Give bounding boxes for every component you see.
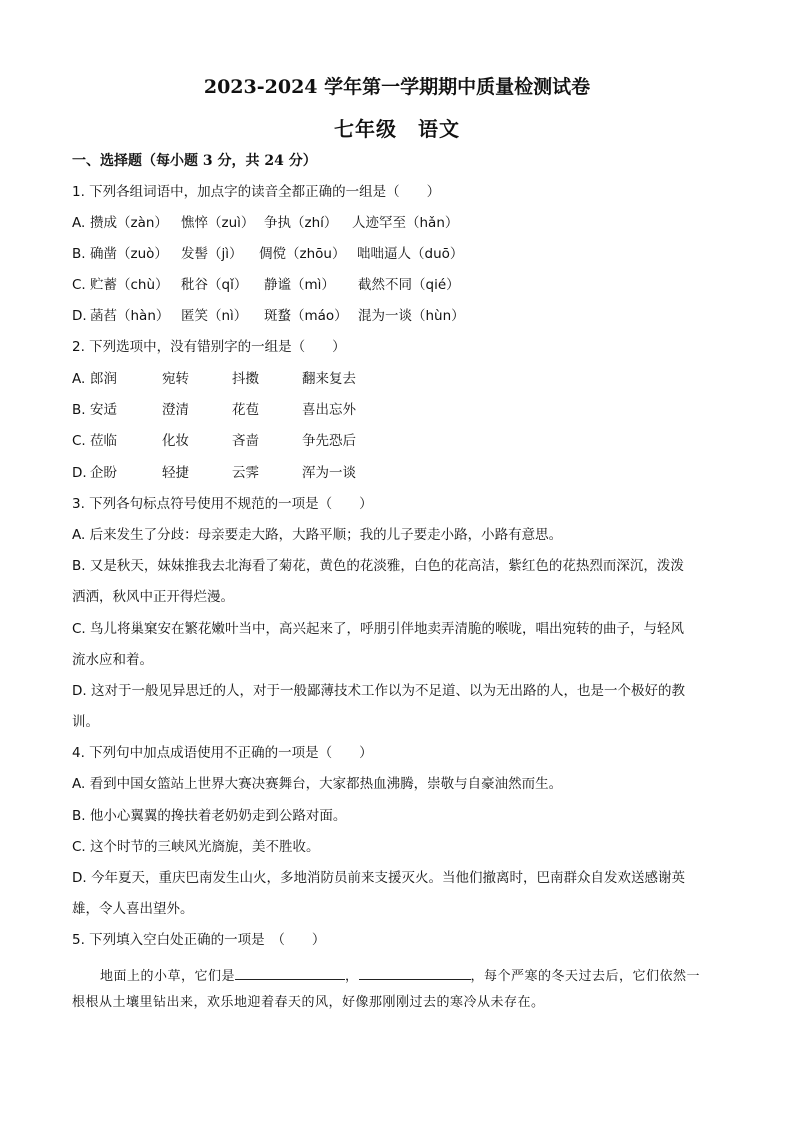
option-word: 争执（zhí） xyxy=(264,215,338,231)
fill-blank-2[interactable] xyxy=(359,965,471,980)
option-word: 匿笑（nì） xyxy=(181,308,248,324)
exam-subtitle: 七年级 语文 xyxy=(334,117,460,141)
option-word: 憔悴（zuì） xyxy=(181,215,255,231)
fill-blank-1[interactable] xyxy=(235,965,345,980)
passage-text: ，每个严寒的冬天过去后，它们依然一 xyxy=(470,969,701,984)
option-word: 郎润 xyxy=(90,371,117,387)
q3-line: C. 鸟儿将巢窠安在繁花嫩叶当中，高兴起来了，呼朋引伴地卖弄清脆的喉咙，唱出宛转的曲子，与轻风 xyxy=(72,621,685,637)
option-word: 轻捷 xyxy=(162,465,189,481)
option-word: 混为一谈（hùn） xyxy=(358,308,465,324)
q5-stem: 5. 下列填入空白处正确的一项是 （ ） xyxy=(72,932,326,948)
q3-stem: 3. 下列各句标点符号使用不规范的一项是（ ） xyxy=(72,496,373,512)
q4-line: 雄，令人喜出望外。 xyxy=(72,901,194,917)
q2-stem: 2. 下列选项中，没有错别字的一组是（ ） xyxy=(72,339,346,355)
option-word: 喜出忘外 xyxy=(302,402,356,418)
option-letter: D. xyxy=(72,308,87,324)
option-word: 企盼 xyxy=(90,465,117,481)
q3-line: 流水应和着。 xyxy=(72,652,153,668)
option-word: 攒成（zàn） xyxy=(90,215,168,231)
option-letter: C. xyxy=(72,433,86,449)
option-letter: B. xyxy=(72,402,86,418)
option-word: 翻来复去 xyxy=(302,371,356,387)
option-word: 确凿（zuò） xyxy=(90,246,168,262)
q3-line: B. 又是秋天，妹妹推我去北海看了菊花，黄色的花淡雅，白色的花高洁，紫红色的花热烈而深沉，泼泼 xyxy=(72,558,684,574)
q4-stem: 4. 下列句中加点成语使用不正确的一项是（ ） xyxy=(72,745,373,761)
option-letter: D. xyxy=(72,465,87,481)
option-word: 倜傥（zhōu） xyxy=(259,246,346,262)
option-letter: B. xyxy=(72,246,86,262)
option-word: 斑蝥（máo） xyxy=(264,308,348,324)
option-letter: A. xyxy=(72,215,86,231)
option-letter: C. xyxy=(72,277,86,293)
option-word: 澄清 xyxy=(162,402,189,418)
q5-passage-line2: 根根从土壤里钻出来，欢乐地迎着春天的风，好像那刚刚过去的寒冷从未存在。 xyxy=(72,995,545,1010)
option-word: 安适 xyxy=(90,402,117,418)
option-word: 咄咄逼人（duō） xyxy=(357,246,464,262)
q5-passage-line1 xyxy=(100,965,732,986)
option-word: 化妆 xyxy=(162,433,189,449)
q3-line: 训。 xyxy=(72,714,99,730)
option-word: 莅临 xyxy=(90,433,117,449)
option-word: 宛转 xyxy=(162,371,189,387)
exam-title: 2023-2024 学年第一学期期中质量检测试卷 xyxy=(203,76,591,98)
passage-text: ， xyxy=(345,969,359,984)
q4-line: D. 今年夏天，重庆巴南发生山火，多地消防员前来支援灭火。当他们撤离时，巴南群众自发欢送感谢英 xyxy=(72,870,685,886)
q3-line: 洒洒，秋风中正开得烂漫。 xyxy=(72,589,234,605)
option-word: 浑为一谈 xyxy=(302,465,356,481)
option-word: 菡萏（hàn） xyxy=(90,308,170,324)
option-word: 秕谷（qǐ） xyxy=(181,277,248,293)
q4-line: C. 这个时节的三峡风光旖旎，美不胜收。 xyxy=(72,839,320,855)
option-letter: A. xyxy=(72,371,86,387)
q4-line: B. 他小心翼翼的搀扶着老奶奶走到公路对面。 xyxy=(72,808,347,824)
option-word: 发髻（jì） xyxy=(181,246,243,262)
option-word: 静谧（mì） xyxy=(264,277,335,293)
passage-text: 地面上的小草，它们是 xyxy=(100,969,236,984)
option-word: 人迹罕至（hǎn） xyxy=(352,215,459,231)
section-heading: 一、选择题（每小题 3 分，共 24 分） xyxy=(72,153,317,169)
option-word: 争先恐后 xyxy=(302,433,356,449)
option-word: 贮蓄（chù） xyxy=(90,277,169,293)
option-word: 云霁 xyxy=(232,465,259,481)
q4-line: A. 看到中国女篮站上世界大赛决赛舞台，大家都热血沸腾，崇敬与自豪油然而生。 xyxy=(72,776,563,792)
q1-stem: 1. 下列各组词语中，加点字的读音全都正确的一组是（ ） xyxy=(72,184,441,200)
q3-line: D. 这对于一般见异思迁的人，对于一般鄙薄技术工作以为不足道、以为无出路的人，也是一个极好的教 xyxy=(72,683,685,699)
q3-line: A. 后来发生了分歧：母亲要走大路，大路平顺；我的儿子要走小路，小路有意思。 xyxy=(72,527,563,543)
option-word: 花苞 xyxy=(232,402,259,418)
option-word: 吝啬 xyxy=(232,433,259,449)
option-word: 截然不同（qié） xyxy=(358,277,460,293)
option-word: 抖擞 xyxy=(232,371,259,387)
